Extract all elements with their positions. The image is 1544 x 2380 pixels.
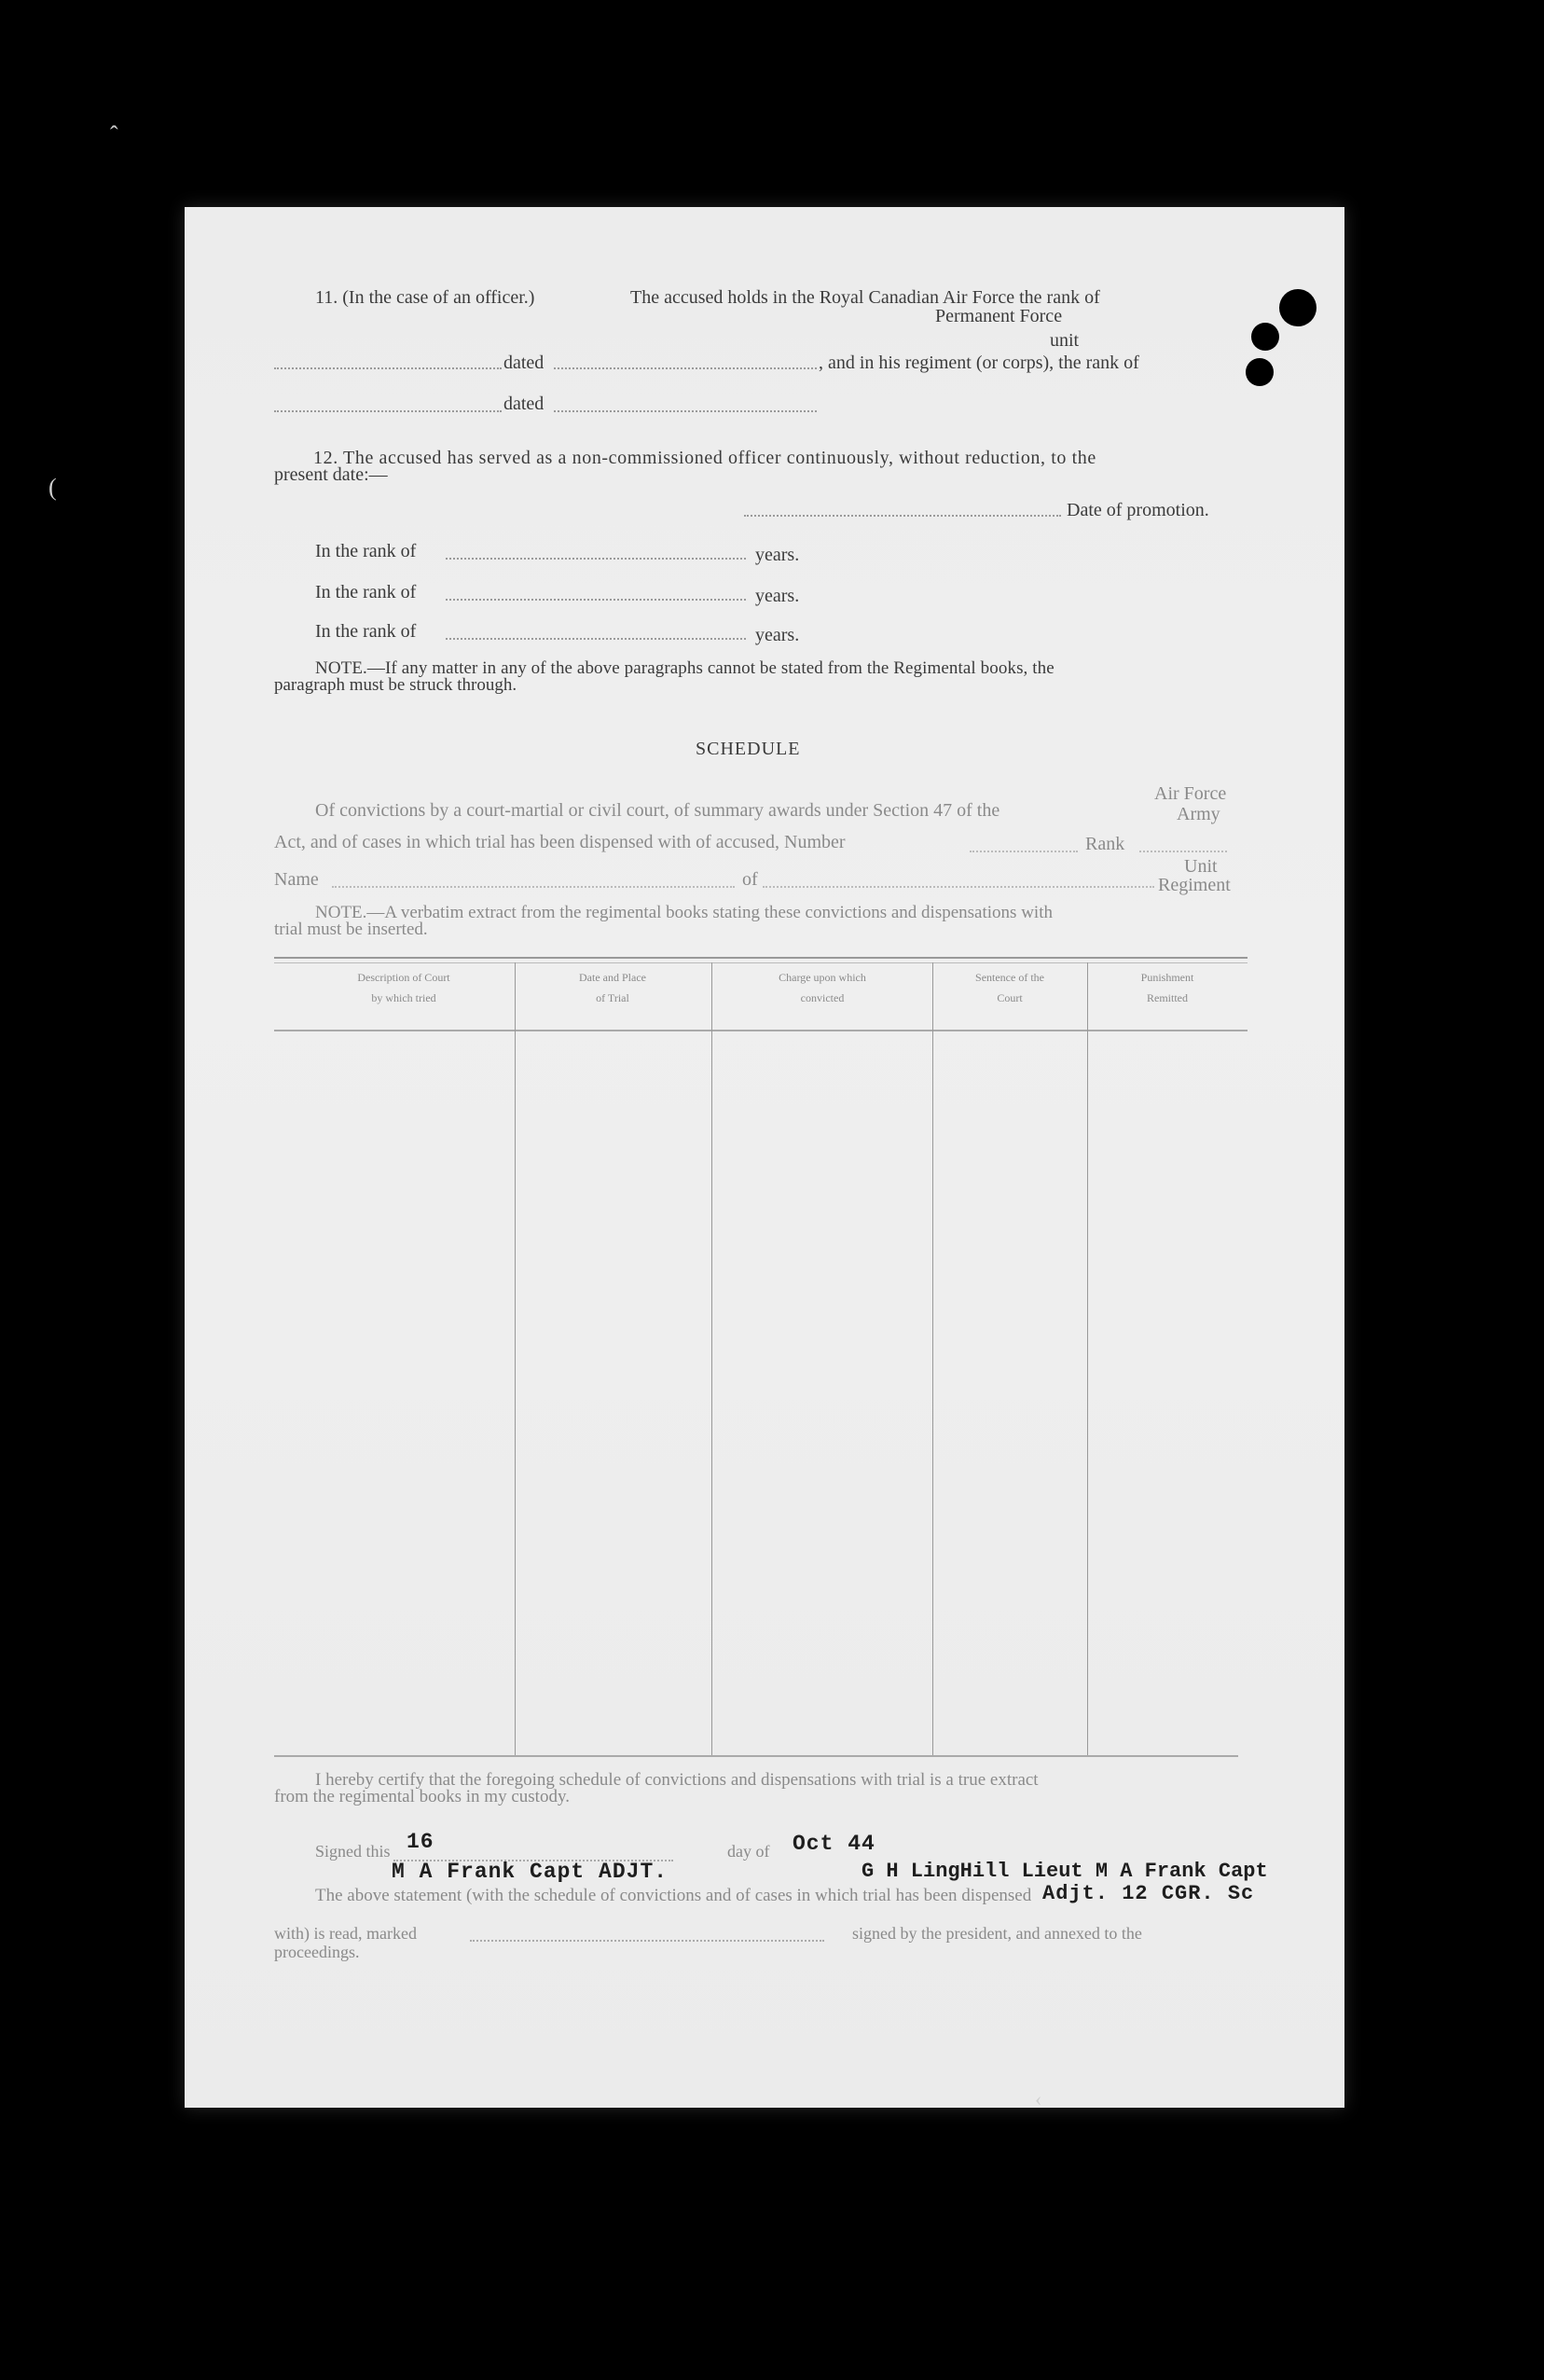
para11-dated-2: dated: [503, 394, 545, 414]
rank-row-label: In the rank of: [315, 582, 417, 602]
schedule-unit: Unit: [1184, 856, 1218, 877]
schedule-rank: Rank: [1085, 834, 1125, 854]
rank-row-years: years.: [755, 586, 800, 606]
punch-hole: [1251, 323, 1279, 351]
column-header: Punishment Remitted: [1140, 971, 1194, 1004]
signed-day-value: 16: [407, 1830, 434, 1854]
para11-dated: dated: [503, 353, 545, 373]
schedule-title: SCHEDULE: [696, 739, 801, 759]
schedule-line1: Of convictions by a court-martial or civil court, of summary awards under Section 47 of the: [315, 800, 1000, 821]
para12-date-of-promotion: Date of promotion.: [1067, 500, 1209, 520]
column-header: Charge upon which convicted: [779, 971, 866, 1004]
para11-text: The accused holds in the Royal Canadian Air Force the rank of: [630, 287, 1100, 308]
schedule-note-line1: NOTE.—A verbatim extract from the regimental books stating these convictions and dispensations with: [315, 903, 1053, 922]
punch-hole: [1246, 358, 1274, 386]
para12-text-line1: 12. The accused has served as a non-commissioned officer continuously, without reduction, to the: [313, 448, 1096, 468]
para12-note-line1: NOTE.—If any matter in any of the above paragraphs cannot be stated from the Regimental books, the: [315, 658, 1055, 678]
para11-intro: 11. (In the case of an officer.): [315, 287, 535, 308]
schedule-line2: Act, and of cases in which trial has been dispensed with of accused, Number: [274, 832, 846, 852]
signer-name: M A Frank Capt ADJT.: [392, 1860, 669, 1884]
para12-note-line2: paragraph must be struck through.: [274, 675, 517, 695]
schedule-name: Name: [274, 869, 319, 890]
column-header: Date and Place of Trial: [579, 971, 646, 1004]
rank-row-years: years.: [755, 545, 800, 565]
para11-permanent-force: Permanent Force: [935, 306, 1063, 326]
schedule-regiment: Regiment: [1158, 875, 1231, 895]
final-line3: proceedings.: [274, 1943, 360, 1961]
witness-signature: G H LingHill Lieut M A Frank Capt: [862, 1860, 1268, 1883]
column-header: Description of Court by which tried: [357, 971, 450, 1004]
day-of-label: day of: [727, 1842, 770, 1861]
rank-row-label: In the rank of: [315, 621, 417, 642]
schedule-air-force: Air Force: [1154, 783, 1227, 804]
signed-month-value: Oct 44: [793, 1832, 875, 1856]
column-header: Sentence of the Court: [975, 971, 1044, 1004]
final-line2-end: signed by the president, and annexed to the: [852, 1924, 1142, 1943]
unit-typed: Adjt. 12 CGR. Sc: [1042, 1882, 1255, 1905]
certify-line1: I hereby certify that the foregoing schedule of convictions and dispensations with trial is a true extract: [315, 1770, 1039, 1790]
final-line2-start: with) is read, marked: [274, 1924, 417, 1943]
para12-text-line2: present date:—: [274, 464, 388, 485]
para11-regiment-text: , and in his regiment (or corps), the rank of: [819, 353, 1139, 373]
schedule-of: of: [742, 869, 758, 890]
schedule-army: Army: [1177, 804, 1220, 824]
schedule-note-line2: trial must be inserted.: [274, 920, 428, 939]
punch-hole: [1279, 289, 1317, 326]
document-page: [185, 207, 1344, 2108]
certify-line2: from the regimental books in my custody.: [274, 1787, 570, 1806]
final-line1: The above statement (with the schedule of convictions and of cases in which trial has been dispensed: [315, 1886, 1032, 1905]
rank-row-years: years.: [755, 625, 800, 645]
para11-unit: unit: [1050, 330, 1080, 351]
signed-this-label: Signed this: [315, 1842, 391, 1861]
rank-row-label: In the rank of: [315, 541, 417, 561]
